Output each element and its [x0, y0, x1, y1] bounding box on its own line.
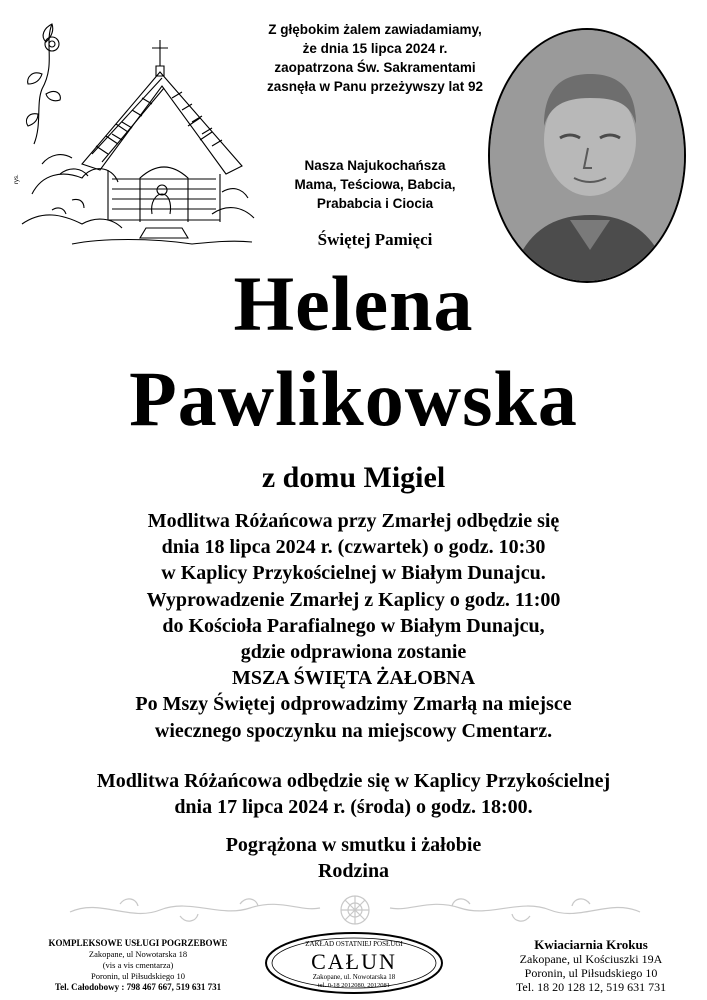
ceremony-line: Wyprowadzenie Zmarłej z Kaplicy o godz. 11:00 [146, 588, 561, 611]
ceremony-line: wiecznego spoczynku na miejscowy Cmentarz. [154, 719, 553, 742]
ceremony-line: Modlitwa Różańcowa przy Zmarłej odbędzie się [147, 510, 560, 532]
florist-info [484, 938, 698, 994]
rosary-details [0, 768, 707, 820]
funeral-home-line: (vis a vis cmentarza) [102, 960, 174, 970]
maiden-name: z domu Migiel [261, 461, 446, 494]
florist-title: Kwiaciarnia Krokus [534, 937, 648, 952]
intro-line: zaopatrzona Św. Sakramentami [274, 60, 476, 75]
deceased-last-name: Pawlikowska [129, 355, 578, 442]
memory-label: Świętej Pamięci [317, 230, 433, 249]
family-line: Nasza Najukochańsza [304, 158, 446, 173]
ceremony-line: w Kaplicy Przykościelnej w Białym Dunajcu. [161, 562, 546, 585]
intro-line: Z głębokim żalem zawiadamiamy, [268, 22, 482, 37]
intro-line: że dnia 15 lipca 2024 r. [302, 41, 448, 56]
florist-line: Tel. 18 20 128 12, 519 631 731 [515, 980, 667, 994]
ceremony-line: MSZA ŚWIĘTA ŻAŁOBNA [231, 667, 476, 690]
mourning-signature [0, 832, 707, 884]
ceremony-line: do Kościoła Parafialnego w Białym Dunajcu, [162, 614, 545, 637]
family-relation [270, 156, 480, 213]
ceremony-line: dnia 18 lipca 2024 r. (czwartek) o godz. 10:30 [161, 536, 546, 559]
mourning-line: Rodzina [317, 860, 390, 882]
ceremony-line: Po Mszy Świętej odprowadzimy Zmarłą na miejsce [135, 693, 572, 716]
announcement-intro [240, 20, 510, 96]
funeral-home-info [18, 938, 258, 993]
logo-top-text: ZAKŁAD OSTATNIEJ POSŁUGI [305, 940, 403, 948]
logo-address: Zakopane, ul. Nowotarska 18 [312, 973, 396, 981]
florist-line: Zakopane, ul Kościuszki 19A [519, 952, 663, 966]
rosary-line: Modlitwa Różańcowa odbędzie się w Kaplicy Przykościelnej [96, 770, 611, 792]
svg-text:rys.: rys. [14, 174, 20, 184]
chapel-drawing-icon [12, 14, 262, 249]
family-line: Prababcia i Ciocia [316, 196, 434, 211]
intro-line: zasnęła w Panu przeżywszy lat 92 [266, 79, 484, 94]
mourning-line: Pogrążona w smutku i żałobie [225, 834, 482, 856]
portrait-photo [488, 28, 686, 283]
deceased-first-name: Helena [233, 260, 474, 347]
ceremony-details [0, 508, 707, 744]
family-line: Mama, Teściowa, Babcia, [294, 177, 456, 192]
ceremony-line: gdzie odprawiona zostanie [240, 641, 467, 664]
funeral-home-line: Zakopane, ul Nowotarska 18 [88, 949, 188, 959]
funeral-home-phone: Tel. Całodobowy : 798 467 667, 519 631 731 [54, 982, 222, 992]
logo-phone: tel. 0-18 2012080, 2012081 [317, 982, 391, 989]
floral-ornament-icon [60, 890, 650, 930]
logo-name: CAŁUN [311, 949, 397, 974]
funeral-home-line: Poronin, ul Piłsudskiego 10 [91, 971, 185, 981]
rosary-line: dnia 17 lipca 2024 r. (środa) o godz. 18:00. [174, 796, 533, 818]
calun-logo-icon [262, 930, 446, 996]
portrait-photo-icon [490, 30, 686, 283]
funeral-home-title: KOMPLEKSOWE USŁUGI POGRZEBOWE [48, 938, 228, 948]
florist-line: Poronin, ul Piłsudskiego 10 [524, 966, 658, 980]
